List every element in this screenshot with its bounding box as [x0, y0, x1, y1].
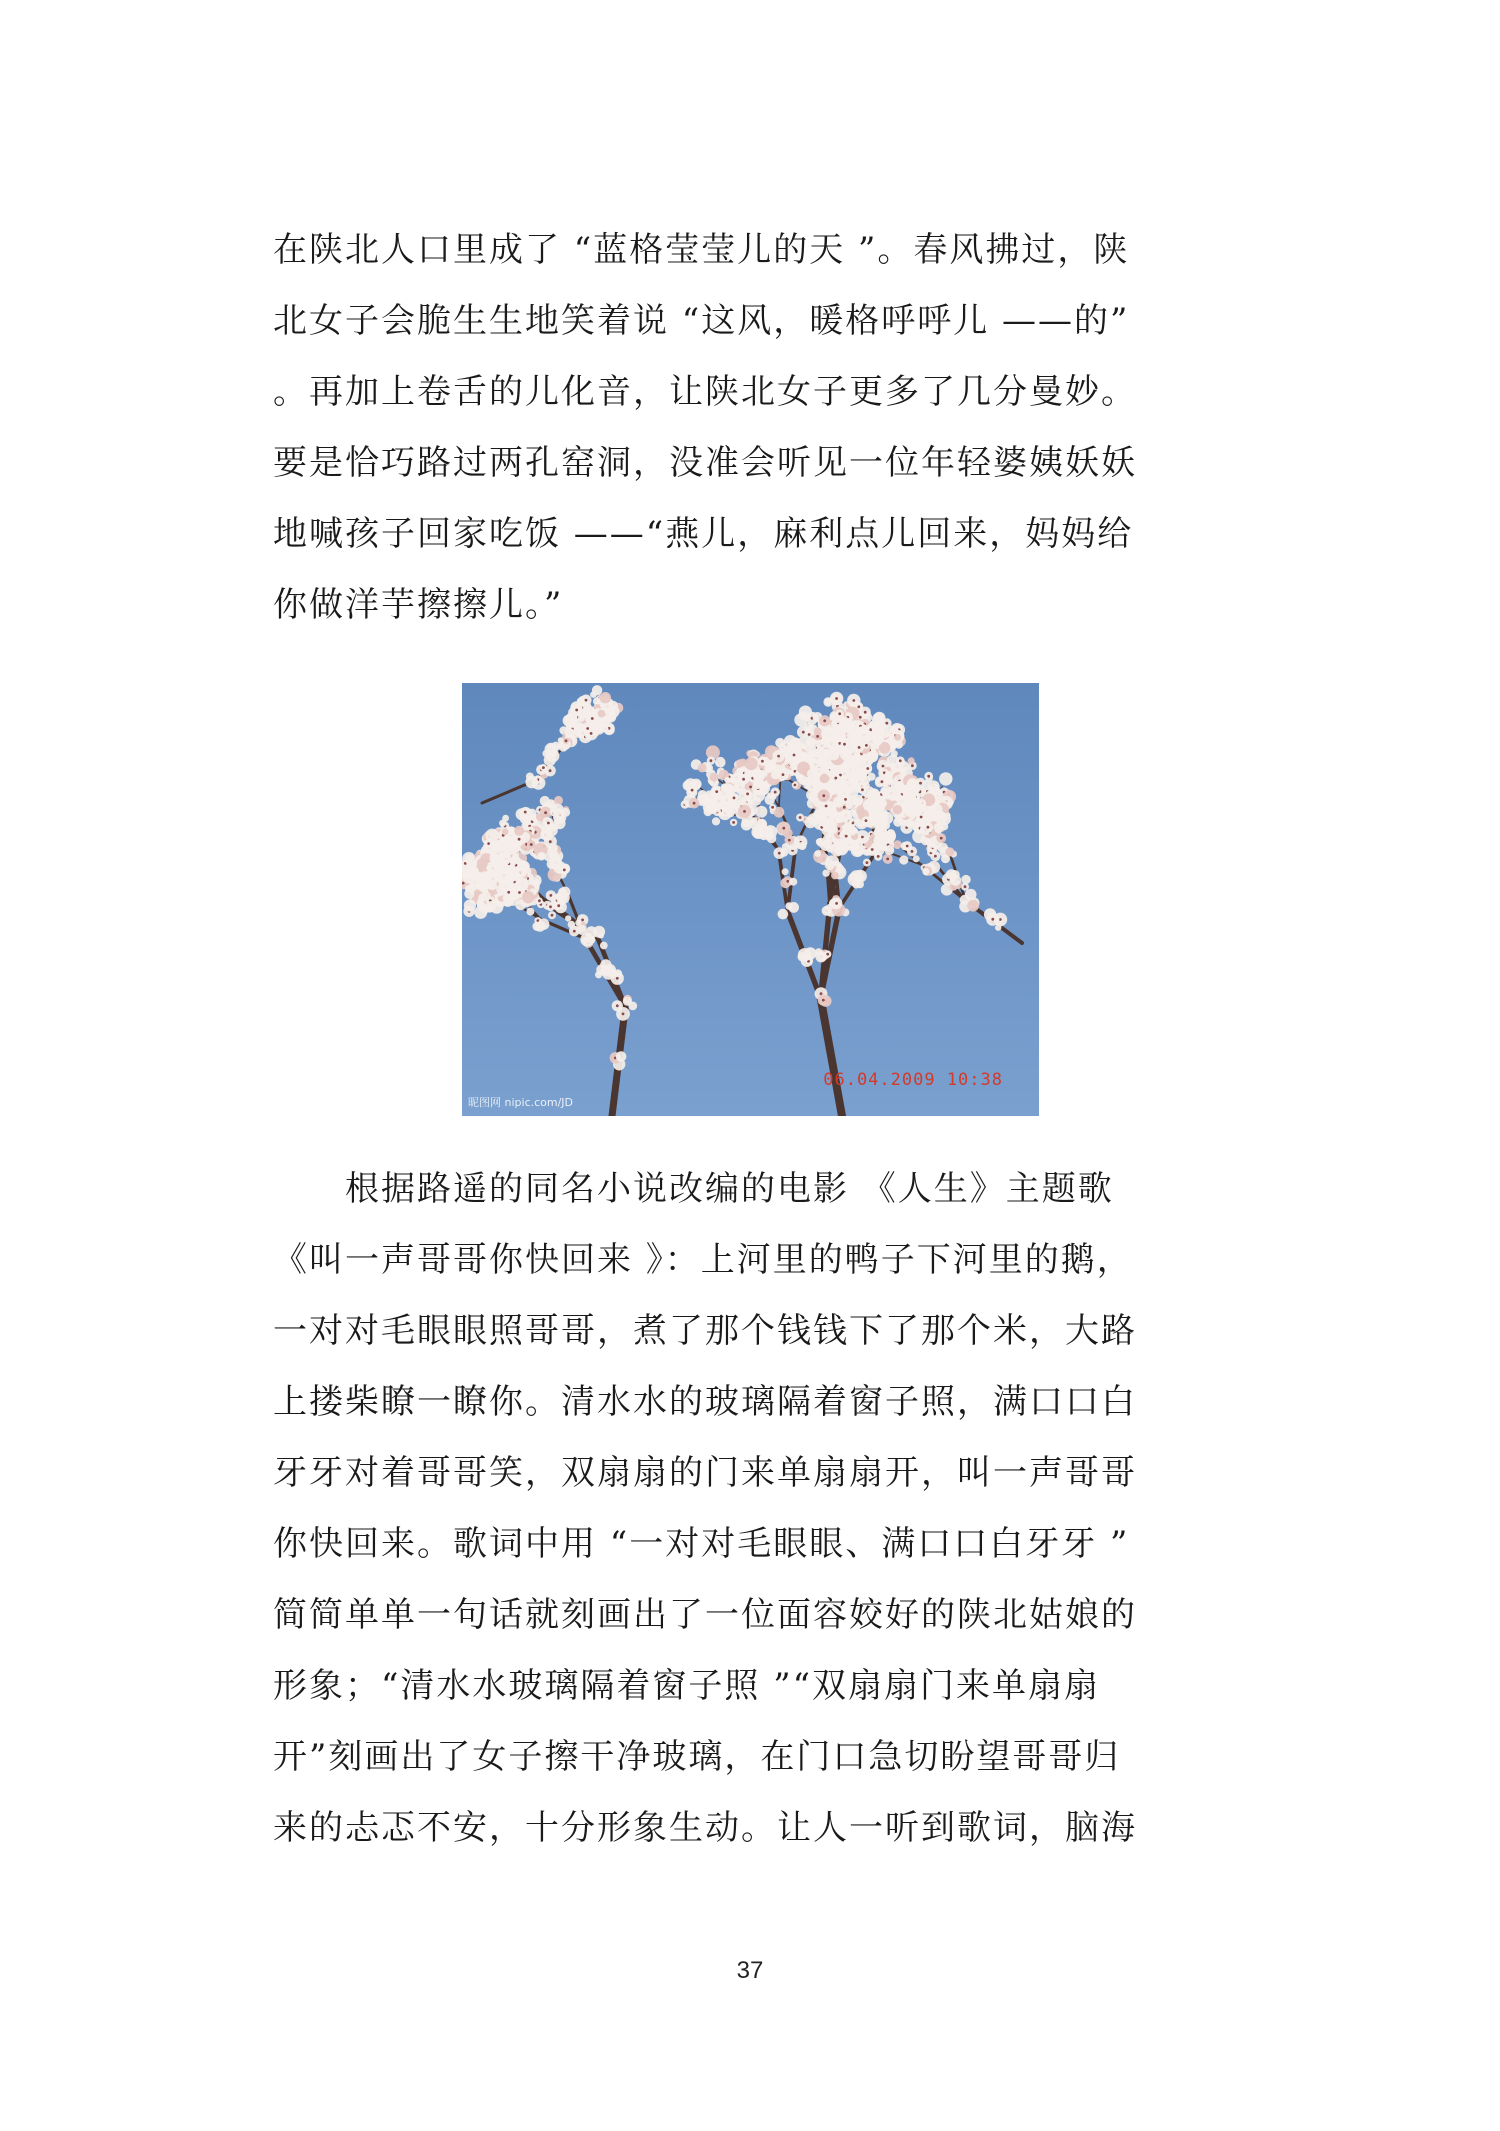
blossom — [899, 855, 908, 864]
blossom — [616, 1051, 627, 1062]
text-line: 。再加上卷舌的儿化音，让陕北女子更多了几分曼妙。 — [273, 372, 1137, 412]
blossom — [848, 809, 856, 817]
blossom — [807, 769, 817, 779]
photo-watermark: 昵图网 nipic.com/JD — [468, 1096, 574, 1109]
blossom-center — [825, 805, 828, 808]
blossom-center — [911, 850, 914, 853]
blossom — [515, 878, 528, 891]
blossom-center — [835, 697, 838, 700]
blossom — [828, 749, 839, 760]
blossom — [789, 878, 797, 886]
blossom-center — [616, 977, 619, 980]
blossom-center — [838, 712, 841, 715]
blossom — [502, 815, 509, 822]
blossom — [710, 773, 719, 782]
blossom — [908, 757, 915, 764]
blossom — [939, 772, 952, 785]
blossom — [474, 906, 487, 919]
blossom — [831, 872, 839, 880]
blossom — [724, 777, 730, 783]
blossom-center — [590, 732, 593, 735]
blossom — [753, 830, 762, 839]
blossom-center — [899, 759, 902, 762]
blossom-center — [919, 782, 922, 785]
blossom — [907, 779, 918, 790]
blossom — [710, 797, 724, 811]
blossom — [950, 875, 961, 886]
blossom-center — [530, 843, 533, 846]
blossom-center — [565, 739, 568, 742]
blossom-center — [885, 722, 888, 725]
blossom — [913, 855, 920, 862]
blossom — [486, 901, 496, 911]
blossom — [785, 902, 793, 910]
blossom — [698, 763, 707, 772]
blossom-center — [746, 793, 749, 796]
blossom-center — [822, 794, 825, 797]
blossom-center — [788, 839, 791, 842]
blossom — [931, 804, 942, 815]
blossom — [869, 733, 883, 747]
blossom — [464, 899, 476, 911]
blossom-center — [865, 819, 868, 822]
blossom-center — [866, 861, 869, 864]
blossom — [519, 866, 528, 875]
blossom-center — [544, 811, 547, 814]
blossom-center — [877, 855, 880, 858]
blossom — [893, 805, 903, 815]
blossom — [522, 891, 535, 904]
blossom-center — [575, 709, 578, 712]
blossom-center — [622, 1013, 625, 1016]
blossom-center — [816, 735, 819, 738]
blossom — [771, 759, 777, 765]
paragraph-1 — [273, 215, 1233, 641]
blossom-center — [518, 891, 521, 894]
blossom — [550, 806, 558, 814]
blossom-center — [786, 880, 789, 883]
blossom — [478, 894, 486, 902]
blossom-center — [691, 789, 694, 792]
blossom-center — [799, 816, 802, 819]
blossom-center — [871, 848, 874, 851]
blossom — [822, 869, 829, 876]
blossom-center — [581, 919, 584, 922]
blossom-center — [710, 759, 713, 762]
blossom-center — [616, 1004, 619, 1007]
blossom — [782, 868, 789, 875]
blossom — [575, 920, 581, 926]
text-line: 来的忐忑不安，十分形象生动。让人一听到歌词，脑海 — [273, 1808, 1137, 1848]
blossom-center — [563, 869, 566, 872]
blossom-center — [715, 790, 718, 793]
blossom-center — [549, 840, 552, 843]
blossom-center — [865, 744, 868, 747]
blossom-center — [761, 760, 764, 763]
text-line: 形象；“清水水玻璃隔着窗子照 ”“双扇扇门来单扇扇 — [273, 1666, 1100, 1706]
text-line: 在陕北人口里成了 “蓝格莹莹儿的天 ”。春风拂过，陕 — [273, 230, 1130, 270]
blossom-center — [906, 845, 909, 848]
page-number: 37 — [736, 1957, 764, 1984]
paragraph-2 — [273, 1154, 1233, 1864]
blossom-center — [861, 788, 864, 791]
blossom-center — [823, 719, 826, 722]
blossom — [804, 947, 816, 959]
blossom — [885, 845, 895, 855]
blossom — [765, 763, 774, 772]
blossom — [549, 843, 558, 852]
text-line: 上搂柴瞭一瞭你。清水水的玻璃隔着窗子照，满口口白 — [273, 1382, 1137, 1422]
blossom — [808, 747, 817, 756]
blossom-center — [573, 930, 576, 933]
blossom — [820, 774, 829, 783]
blossom — [894, 734, 901, 741]
blossom-center — [524, 811, 527, 814]
blossom — [839, 717, 852, 730]
blossom — [600, 959, 611, 970]
blossom — [820, 753, 827, 760]
blossom — [804, 816, 816, 828]
blossom — [532, 922, 541, 931]
blossom-center — [927, 775, 930, 778]
blossom-center — [774, 791, 777, 794]
blossom — [550, 750, 557, 757]
blossom — [745, 757, 758, 770]
blossom — [526, 908, 534, 916]
blossom — [721, 783, 728, 790]
blossom-center — [864, 711, 867, 714]
blossom — [526, 773, 534, 781]
blossom — [712, 817, 720, 825]
blossom — [852, 795, 863, 806]
blossom — [623, 997, 632, 1006]
blossom — [864, 734, 870, 740]
blossom-center — [742, 778, 745, 781]
blossom-center — [732, 821, 735, 824]
blossom-center — [826, 953, 829, 956]
blossom-center — [549, 905, 552, 908]
blossom — [598, 710, 606, 718]
blossom — [715, 757, 726, 768]
photo-timestamp: 06.04.2009 10:38 — [823, 1070, 1003, 1090]
blossom-center — [551, 914, 554, 917]
text-line: 简简单单一句话就刻画出了一位面容姣好的陕北姑娘的 — [273, 1595, 1137, 1635]
blossom-center — [743, 810, 746, 813]
blossom-center — [882, 765, 885, 768]
blossom-center — [586, 727, 589, 730]
blossom-center — [549, 769, 552, 772]
blossom — [846, 731, 856, 741]
blossom — [600, 692, 611, 703]
blossom-center — [911, 764, 914, 767]
blossom-center — [858, 746, 861, 749]
blossom-center — [991, 918, 994, 921]
blossom-center — [802, 731, 805, 734]
text-line: 地喊孩子回家吃饭 ——“燕儿，麻利点儿回来，妈妈给 — [273, 514, 1134, 554]
blossom — [582, 937, 589, 944]
blossom-center — [793, 754, 796, 757]
blossom — [778, 909, 789, 920]
blossom — [825, 699, 831, 705]
blossom-center — [547, 822, 550, 825]
blossom — [904, 795, 912, 803]
blossom-center — [835, 902, 838, 905]
blossom — [729, 805, 738, 814]
blossom-photo-drawing — [462, 683, 1039, 1116]
blossom — [554, 796, 563, 805]
text-line: 北女子会脆生生地笑着说 “这风，暖格呼呼儿 ——的” — [273, 301, 1130, 341]
blossom — [825, 860, 835, 870]
blossom — [849, 828, 856, 835]
text-line: 你快回来。歌词中用 “一对对毛眼眼、满口口白牙牙 ” — [273, 1524, 1130, 1564]
blossom — [833, 796, 845, 808]
text-line: 你做洋芋擦擦儿。” — [273, 585, 564, 625]
blossom — [756, 819, 767, 830]
blossom — [829, 714, 835, 720]
blossom — [542, 750, 549, 757]
blossom-center — [591, 717, 594, 720]
blossom — [565, 915, 571, 921]
text-line: 开”刻画出了女子擦干净玻璃，在门口急切盼望哥哥归 — [273, 1737, 1121, 1777]
blossom-center — [507, 891, 510, 894]
blossom — [537, 852, 546, 861]
blossom — [839, 810, 850, 821]
blossom — [771, 770, 780, 779]
blossom-center — [585, 699, 588, 702]
blossom-center — [845, 835, 848, 838]
blossom-center — [782, 827, 785, 830]
blossom-center — [538, 899, 541, 902]
blossom — [541, 828, 553, 840]
blossom — [869, 810, 883, 824]
blossom — [477, 858, 488, 869]
blossom-center — [771, 806, 774, 809]
blossom-center — [927, 826, 930, 829]
blossom — [465, 885, 472, 892]
blossom-center — [542, 766, 545, 769]
blossom-photo — [462, 683, 1039, 1116]
blossom-center — [886, 858, 889, 861]
blossom-center — [794, 784, 797, 787]
text-line: 《叫一声哥哥你快回来 》：上河里的鸭子下河里的鹅， — [273, 1240, 1133, 1280]
blossom — [873, 834, 886, 847]
blossom — [846, 802, 853, 809]
blossom — [946, 847, 955, 856]
blossom — [755, 806, 767, 818]
blossom-center — [861, 836, 864, 839]
blossom-center — [920, 816, 923, 819]
blossom — [961, 875, 970, 884]
blossom-center — [852, 699, 855, 702]
text-line: 根据路遥的同名小说改编的电影 《人生》主题歌 — [273, 1169, 1114, 1209]
blossom — [887, 829, 896, 838]
blossom — [967, 900, 979, 912]
blossom-center — [693, 802, 696, 805]
blossom — [600, 942, 608, 950]
blossom — [814, 850, 821, 857]
text-line: 要是恰巧路过两孔窑洞，没准会听见一位年轻婆姨妖妖 — [273, 443, 1137, 483]
blossom-center — [733, 797, 736, 800]
blossom-center — [881, 780, 884, 783]
blossom — [514, 826, 524, 836]
blossom — [595, 971, 602, 978]
blossom — [829, 825, 838, 834]
blossom-center — [834, 777, 837, 780]
blossom-center — [822, 999, 825, 1002]
blossom — [502, 829, 508, 835]
blossom — [554, 817, 566, 829]
blossom — [802, 711, 809, 718]
blossom-center — [866, 767, 869, 770]
blossom-center — [843, 806, 846, 809]
blossom-center — [964, 885, 967, 888]
blossom — [809, 758, 818, 767]
blossom-center — [778, 852, 781, 855]
blossom — [608, 701, 618, 711]
blossom — [485, 829, 498, 842]
blossom-center — [518, 838, 521, 841]
blossom — [872, 721, 886, 735]
blossom-center — [940, 837, 943, 840]
blossom-center — [557, 904, 560, 907]
blossom — [598, 932, 604, 938]
text-line: 一对对毛眼眼照哥哥，煮了那个钱钱下了那个米，大路 — [273, 1311, 1137, 1351]
blossom — [488, 881, 497, 890]
blossom-center — [777, 755, 780, 758]
blossom — [556, 890, 570, 904]
blossom — [496, 885, 505, 894]
blossom — [893, 840, 902, 849]
blossom-center — [844, 798, 847, 801]
blossom — [467, 859, 477, 869]
blossom-center — [843, 743, 846, 746]
text-line: 牙牙对着哥哥笑，双扇扇的门来单扇扇开，叫一声哥哥 — [273, 1453, 1137, 1493]
blossom-center — [782, 773, 785, 776]
blossom — [590, 691, 597, 698]
blossom-center — [934, 855, 937, 858]
blossom-center — [749, 786, 752, 789]
blossom-center — [859, 716, 862, 719]
blossom — [922, 868, 929, 875]
blossom — [848, 873, 862, 887]
blossom-center — [808, 733, 811, 736]
